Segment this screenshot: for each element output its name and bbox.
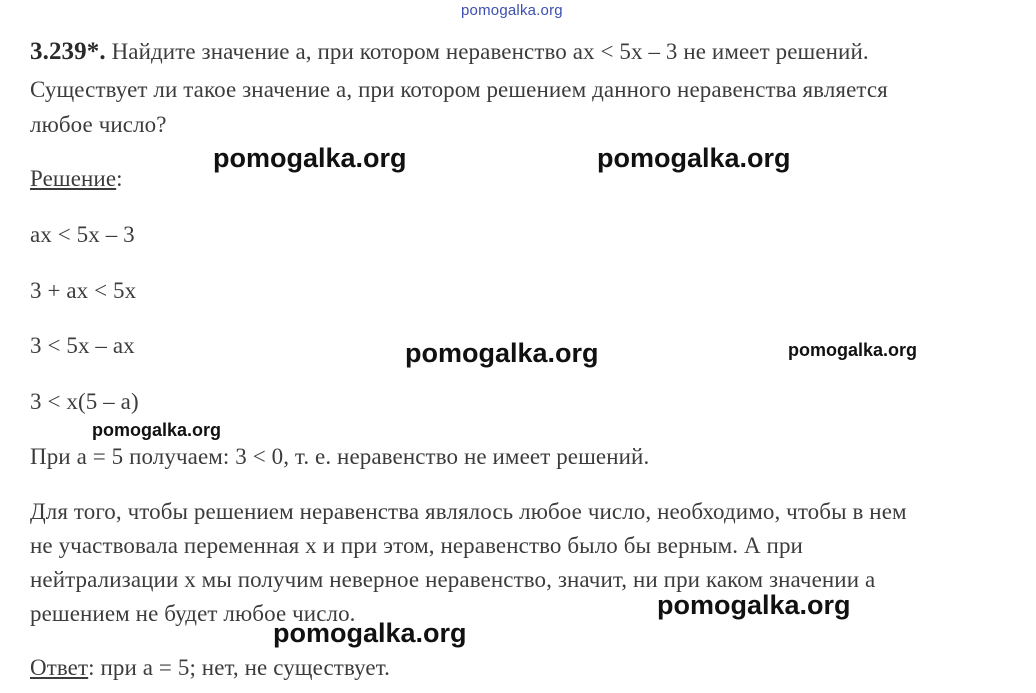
problem-line-2: Существует ли такое значение а, при котором решением данного неравенства является [30, 77, 888, 102]
solution-step-2: 3 + ах < 5х [30, 278, 137, 303]
watermark-6: pomogalka.org [657, 590, 851, 620]
problem-number: 3.239*. [30, 38, 106, 65]
solution-paragraph-line-4: решением не будет любое число. [30, 601, 356, 626]
answer-line [30, 655, 390, 681]
solution-heading [30, 166, 123, 192]
solution-paragraph-line-2: не участвовала переменная х и при этом, неравенство было бы верным. А при [30, 533, 803, 558]
watermark-3: pomogalka.org [405, 338, 599, 368]
solution-paragraph-line-3: нейтрализации х мы получим неверное неравенство, значит, ни при каком значении а [30, 567, 876, 592]
watermark-2: pomogalka.org [597, 143, 791, 173]
solution-step-3: 3 < 5х – ах [30, 333, 135, 358]
answer-label: Ответ [30, 655, 89, 680]
solution-heading-colon: : [116, 166, 123, 191]
problem-text-1: Найдите значение а, при котором неравенство ах < 5х – 3 не имеет решений. [111, 39, 869, 64]
watermark-5: pomogalka.org [92, 420, 222, 440]
solution-case-line: При а = 5 получаем: 3 < 0, т. е. неравенство не имеет решений. [30, 444, 650, 469]
watermark-7: pomogalka.org [273, 618, 467, 648]
problem-line-3: любое число? [30, 112, 167, 137]
answer-text: : при а = 5; нет, не существует. [88, 655, 390, 680]
header-watermark[interactable]: pomogalka.org [461, 2, 563, 19]
watermark-4: pomogalka.org [788, 340, 918, 360]
solution-step-1: ах < 5х – 3 [30, 222, 135, 247]
solution-step-4: 3 < х(5 – а) [30, 389, 139, 414]
problem-line-1 [30, 38, 869, 66]
solution-heading-label: Решение [30, 166, 117, 191]
solution-paragraph-line-1: Для того, чтобы решением неравенства являлось любое число, необходимо, чтобы в нем [30, 499, 907, 524]
watermark-1: pomogalka.org [213, 143, 407, 173]
